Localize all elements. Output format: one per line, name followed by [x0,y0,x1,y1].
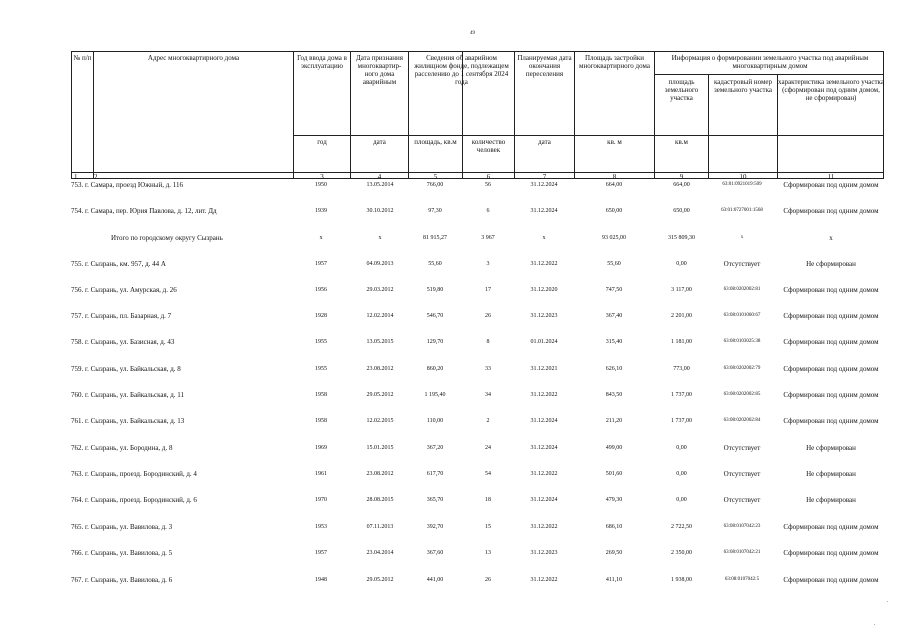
cadastral-cell: Отсутствует [723,260,761,268]
land-area-cell: 1 737,00 [671,418,692,424]
plan-date-cell: 31.12.2022 [530,471,558,477]
area-cell: 365,70 [426,497,444,503]
building-area-cell: 650,00 [605,208,623,214]
plan-date-cell: 01.01.2024 [530,339,558,345]
characteristic-cell: Сформирован под одним домом [783,312,879,320]
col-number-3: 3 [320,173,324,181]
address-cell: 753. г. Самара, проезд Южный, д. 116 [71,181,184,189]
header-col-year: Год ввода дома в эксплуатацию [297,54,347,70]
characteristic-cell: Не сформирован [806,496,856,504]
header-col-land-info: Информация о формировании земельного участка под аварийным многоквартирным домом [671,54,869,70]
people-cell: 26 [485,313,491,319]
year-cell: 1961 [315,471,327,477]
land-area-cell: 0,00 [676,445,687,451]
people-cell: 54 [485,471,491,477]
plan-date-cell: 31.12.2022 [530,524,558,530]
people-cell: 6 [486,208,490,214]
col-number-10: 10 [739,173,747,181]
scan-speck: . [887,598,889,604]
building-area-cell: 843,50 [605,392,623,398]
date-cell: 12.02.2014 [366,313,394,319]
address-cell: 756. г. Сызрань, ул. Амурская, д. 26 [71,286,177,294]
people-cell: 8 [486,339,490,345]
address-cell: 762. г. Сызрань, ул. Бородина, д. 8 [71,444,173,452]
header-col-building-area: Площадь застройки многоквартирного дома [579,54,650,70]
characteristic-cell: Сформирован под одним домом [783,523,879,531]
year-cell: 1948 [315,577,327,583]
year-cell: 1958 [315,418,327,424]
address-cell: 755. г. Сызрань, км. 957, д. 44 А [71,260,166,268]
cadastral-cell: 63:01:0921019:509 [722,182,762,187]
land-area-cell: 2 350,00 [671,550,692,556]
year-cell: 1970 [315,497,327,503]
col-number-2: 2 [94,173,98,181]
land-area-cell: 1 737,00 [671,392,692,398]
page-number: 49 [470,31,475,36]
building-area-cell: 626,10 [605,366,623,372]
building-area-cell: 479,30 [605,497,623,503]
cadastral-cell: Отсутствует [723,444,761,452]
cadastral-cell: 63:08:0202002:79 [723,366,761,371]
land-area-cell: 773,00 [673,366,690,372]
unit-people: количество человек [471,138,506,154]
date-cell: 12.02.2015 [366,418,394,424]
characteristic-cell: Сформирован под одним домом [783,338,879,346]
header-col-cadastral: кадастровый номер земельного участка [714,78,772,94]
date-cell: 29.05.2012 [366,392,394,398]
people-cell: 2 [486,418,490,424]
date-cell: 04.09.2013 [366,261,394,267]
year-cell: 1955 [315,366,327,372]
table-rule [293,52,294,178]
plan-date-cell: 31.12.2024 [530,445,558,451]
year-cell: 1939 [315,208,327,214]
people-cell: 24 [485,445,491,451]
header-col-housing: Сведения об аварийном жилищном фонде, подлежащем расселению до 1 сентября 2024 года [414,54,509,86]
people-cell: 3 967 [481,235,495,241]
characteristic-cell: Сформирован под одним домом [783,365,879,373]
date-cell: 29.05.2012 [366,577,394,583]
cadastral-cell: 63:08:0107042:5 [724,577,760,582]
land-area-cell: 664,00 [673,182,690,188]
land-area-cell: 0,00 [676,261,687,267]
plan-date-cell: x [542,235,546,241]
building-area-cell: 315,40 [605,339,623,345]
address-cell: 761. г. Сызрань, ул. Байкальская, д. 13 [71,417,185,425]
area-cell: 860,20 [426,366,444,372]
table-rule [293,135,883,136]
table-rule [654,52,655,178]
plan-date-cell: 31.12.2024 [530,182,558,188]
date-cell: 23.08.2012 [366,366,394,372]
unit-land-sqm: кв.м [675,138,688,146]
characteristic-cell: x [829,234,833,242]
area-cell: 766,00 [426,182,444,188]
people-cell: 34 [485,392,491,398]
year-cell: 1957 [315,550,327,556]
date-cell: 13.05.2015 [366,339,394,345]
header-col-characteristic: характеристика земельного участка (сформирован под одним домом, не сформирован) [778,78,884,102]
year-cell: 1950 [315,182,327,188]
plan-date-cell: 31.12.2024 [530,418,558,424]
area-cell: 519,80 [426,287,444,293]
address-cell: 766. г. Сызрань, ул. Вавилова, д. 5 [71,549,173,557]
scan-speck: . [874,621,876,627]
header-col-address: Адрес многоквартирного дома [147,54,240,62]
people-cell: 26 [485,577,491,583]
land-area-cell: 1 181,00 [671,339,692,345]
year-cell: 1958 [315,392,327,398]
cadastral-cell: 63:01:0727001:1568 [721,208,763,213]
cadastral-cell: 63:08:0107042:21 [723,550,761,555]
date-cell: 28.08.2015 [366,497,394,503]
people-cell: 15 [485,524,491,530]
address-cell: 767. г. Сызрань, ул. Вавилова, д. 6 [71,576,173,584]
plan-date-cell: 31.12.2020 [530,287,558,293]
unit-plan-date: дата [538,138,551,146]
year-cell: 1969 [315,445,327,451]
plan-date-cell: 31.12.2023 [530,313,558,319]
unit-area: площадь, кв.м [414,138,457,146]
area-cell: 367,20 [426,445,444,451]
characteristic-cell: Сформирован под одним домом [783,286,879,294]
characteristic-cell: Сформирован под одним домом [783,417,879,425]
area-cell: 110,00 [426,418,444,424]
col-number-9: 9 [679,173,684,181]
cadastral-cell: 63:08:0202002:85 [723,392,761,397]
date-cell: x [378,235,382,241]
date-cell: 07.11.2013 [366,524,394,530]
land-area-cell: 650,00 [673,208,690,214]
table-rule [93,52,94,178]
area-cell: 97,30 [428,208,442,214]
header-col-number: № п/п [73,54,92,62]
building-area-cell: 211,20 [605,418,623,424]
cadastral-cell: 63:08:0101060:67 [723,313,761,318]
cadastral-cell: x [740,235,744,240]
col-number-6: 6 [486,173,491,181]
address-cell: 760. г. Сызрань, ул. Байкальская, д. 11 [71,391,185,399]
characteristic-cell: Сформирован под одним домом [783,549,879,557]
characteristic-cell: Не сформирован [806,444,856,452]
address-cell: 764. г. Сызрань, проезд. Бородинский, д. 6 [71,496,197,504]
building-area-cell: 367,40 [605,313,623,319]
cadastral-cell: 63:08:0103025:38 [723,339,761,344]
characteristic-cell: Не сформирован [806,470,856,478]
land-area-cell: 2 722,50 [671,524,692,530]
building-area-cell: 411,10 [605,577,623,583]
building-area-cell: 501,60 [605,471,623,477]
address-cell: 757. г. Сызрань, пл. Базарная, д. 7 [71,312,172,320]
unit-date: дата [373,138,386,146]
date-cell: 23.04.2014 [366,550,394,556]
land-area-cell: 1 938,00 [671,577,692,583]
people-cell: 13 [485,550,491,556]
area-cell: 367,60 [426,550,444,556]
building-area-cell: 686,10 [605,524,623,530]
area-cell: 617,70 [426,471,444,477]
plan-date-cell: 31.12.2024 [530,208,558,214]
cadastral-cell: 63:08:0107042:23 [723,524,761,529]
address-cell: 765. г. Сызрань, ул. Вавилова, д. 3 [71,523,173,531]
year-cell: 1956 [315,287,327,293]
date-cell: 13.05.2014 [366,182,394,188]
address-cell: 754. г. Самара, пер. Юрия Павлова, д. 12, лит. Дд [71,207,217,215]
area-cell: 1 195,40 [424,392,446,398]
unit-year: год [317,138,327,146]
characteristic-cell: Не сформирован [806,260,856,268]
col-number-4: 4 [377,173,382,181]
cadastral-cell: 63:08:0202002:81 [723,287,761,292]
date-cell: 23.08.2012 [366,471,394,477]
header-col-date: Дата признания многоквартир-ного дома аварийным [355,54,404,86]
cadastral-cell: Отсутствует [723,470,761,478]
date-cell: 29.03.2012 [366,287,394,293]
plan-date-cell: 31.12.2021 [530,366,558,372]
year-cell: 1928 [315,313,327,319]
table-header [71,51,884,179]
address-cell: 759. г. Сызрань, ул. Байкальская, д. 8 [71,365,181,373]
date-cell: 15.01.2015 [366,445,394,451]
people-cell: 33 [485,366,491,372]
plan-date-cell: 31.12.2022 [530,392,558,398]
building-area-cell: 499,00 [605,445,623,451]
land-area-cell: 0,00 [676,497,687,503]
year-cell: x [319,235,323,241]
area-cell: 441,00 [426,577,444,583]
col-number-5: 5 [433,173,438,181]
characteristic-cell: Сформирован под одним домом [783,181,879,189]
people-cell: 17 [485,287,491,293]
plan-date-cell: 31.12.2023 [530,550,558,556]
address-cell: 763. г. Сызрань, проезд. Бородинский, д. 4 [71,470,197,478]
table-rule [574,52,575,178]
building-area-cell: 93 025,00 [602,235,626,241]
col-number-8: 8 [612,173,617,181]
header-col-plan: Планируемая дата окончания переселения [517,54,572,78]
year-cell: 1957 [315,261,327,267]
area-cell: 55,60 [428,261,442,267]
col-number-1: 1 [74,173,78,181]
area-cell: 81 915,27 [423,235,447,241]
address-cell: Итого по городскому округу Сызрань [111,234,223,242]
building-area-cell: 269,50 [605,550,623,556]
people-cell: 18 [485,497,491,503]
characteristic-cell: Сформирован под одним домом [783,207,879,215]
cadastral-cell: Отсутствует [723,496,761,504]
land-area-cell: 2 201,00 [671,313,692,319]
year-cell: 1955 [315,339,327,345]
plan-date-cell: 31.12.2024 [530,497,558,503]
land-area-cell: 315 809,30 [668,235,695,241]
building-area-cell: 747,50 [605,287,623,293]
table-rule [654,74,883,75]
characteristic-cell: Сформирован под одним домом [783,576,879,584]
land-area-cell: 0,00 [676,471,687,477]
land-area-cell: 3 117,00 [671,287,692,293]
unit-sqm: кв. м [607,138,622,146]
characteristic-cell: Сформирован под одним домом [783,391,879,399]
area-cell: 392,70 [426,524,444,530]
header-col-land-area: площадь земельного участка [664,78,699,102]
building-area-cell: 55,60 [607,261,621,267]
plan-date-cell: 31.12.2022 [530,577,558,583]
cadastral-cell: 63:08:0202002:84 [723,418,761,423]
building-area-cell: 664,00 [605,182,623,188]
col-number-7: 7 [542,173,547,181]
people-cell: 3 [486,261,490,267]
area-cell: 546,70 [426,313,444,319]
people-cell: 56 [485,182,491,188]
area-cell: 129,70 [426,339,444,345]
plan-date-cell: 31.12.2022 [530,261,558,267]
col-number-11: 11 [827,173,835,181]
year-cell: 1953 [315,524,327,530]
date-cell: 30.10.2012 [366,208,394,214]
address-cell: 758. г. Сызрань, ул. Базисная, д. 43 [71,338,175,346]
